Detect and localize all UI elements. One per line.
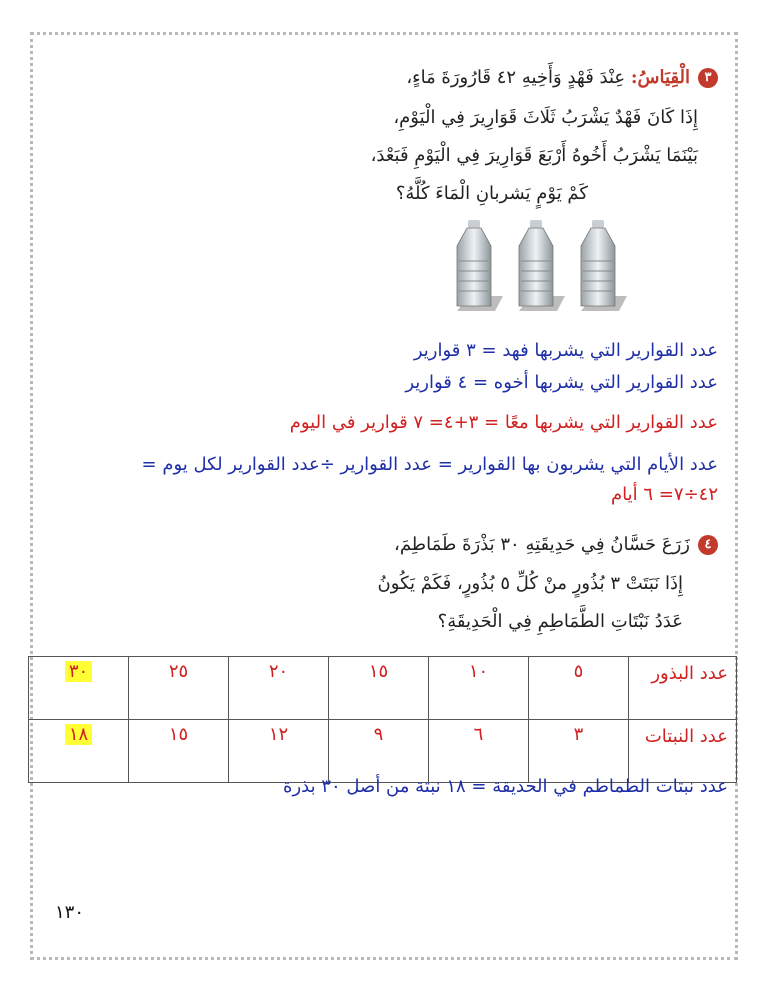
- table-cell-highlighted: [29, 657, 129, 720]
- q3-line2: إِذَا كَانَ فَهْدٌ يَشْرَبُ ثَلَاثَ قَوَارِيرَ فِي الْيَوْمِ،: [393, 107, 698, 128]
- highlight-18: ١٨: [65, 724, 92, 745]
- bottle-2: [519, 220, 565, 311]
- q4-line1-text: زَرَعَ حَسَّانُ فِي حَدِيقَتِهِ ٣٠ بَذْرَةَ طَمَاطِمَ،: [394, 534, 690, 555]
- table-row-seeds: [29, 657, 737, 720]
- highlight-30: ٣٠: [65, 661, 92, 682]
- row-header-seeds: عدد البذور: [629, 657, 737, 720]
- q4-line2: إِذَا نَبَتَتْ ٣ بُذُورٍ منْ كُلِّ ٥ بُذُورٍ، فَكَمْ يَكُونُ: [377, 573, 683, 594]
- table-cell: ٣: [529, 720, 629, 783]
- bottle-1: [457, 220, 503, 311]
- table-cell: ١٠: [429, 657, 529, 720]
- answer3-line5: ٤٢÷٧= ٦ أيام: [611, 484, 718, 505]
- q4-number-badge: ٤: [698, 535, 718, 555]
- table-cell: ٦: [429, 720, 529, 783]
- table-cell: ١٥: [129, 720, 229, 783]
- answer4-line: عدد نبتات الطماطم في الحديقة = ١٨ نبتة من أصل ٣٠ بذرة: [283, 776, 728, 797]
- water-bottles-image: [455, 216, 640, 316]
- table-cell: ١٥: [329, 657, 429, 720]
- table-cell: ٢٠: [229, 657, 329, 720]
- q4-line3: عَدَدُ نَبْتَاتِ الطَّمَاطِمِ فِي الْحَدِيقَةِ؟: [437, 611, 683, 632]
- answer3-line2: عدد القوارير التي يشربها أخوه = ٤ قوارير: [405, 372, 718, 393]
- q4-line1: [394, 527, 718, 563]
- q3-keyword: الْقِيَاسُ:: [630, 67, 690, 88]
- table-row-plants: [29, 720, 737, 783]
- answer3-line4: عدد الأيام التي يشربون بها القوارير = عدد القوارير ÷عدد القوارير لكل يوم =: [141, 454, 718, 475]
- table-cell: ٩: [329, 720, 429, 783]
- table-cell: ٥: [529, 657, 629, 720]
- answer3-line3: عدد القوارير التي يشربها معًا = ٣+٤= ٧ قوارير في اليوم: [289, 412, 718, 433]
- table-cell-highlighted: [29, 720, 129, 783]
- seeds-plants-table: [28, 656, 737, 783]
- table-cell: ١٢: [229, 720, 329, 783]
- row-header-plants: عدد النبتات: [629, 720, 737, 783]
- q3-line1-text: عِنْدَ فَهْدٍ وَأَخِيهِ ٤٢ قَارُورَةَ مَاءٍ،: [406, 67, 631, 88]
- q3-line4: كَمْ يَوْمٍ يَشربانِ الْمَاءَ كُلَّهُ؟: [395, 183, 588, 204]
- q3-number-badge: ٣: [698, 68, 718, 88]
- page-number: ١٣٠: [55, 902, 85, 923]
- table-cell: ٢٥: [129, 657, 229, 720]
- bottle-3: [581, 220, 627, 311]
- answer3-line1: عدد القوارير التي يشربها فهد = ٣ قوارير: [413, 340, 718, 361]
- q3-line1: [406, 60, 718, 96]
- q3-line3: بَيْنَمَا يَشْرَبُ أَخُوهُ أَرْبَعَ قَوَارِيرَ فِي الْيَوْمِ فَبَعْدَ،: [370, 145, 698, 166]
